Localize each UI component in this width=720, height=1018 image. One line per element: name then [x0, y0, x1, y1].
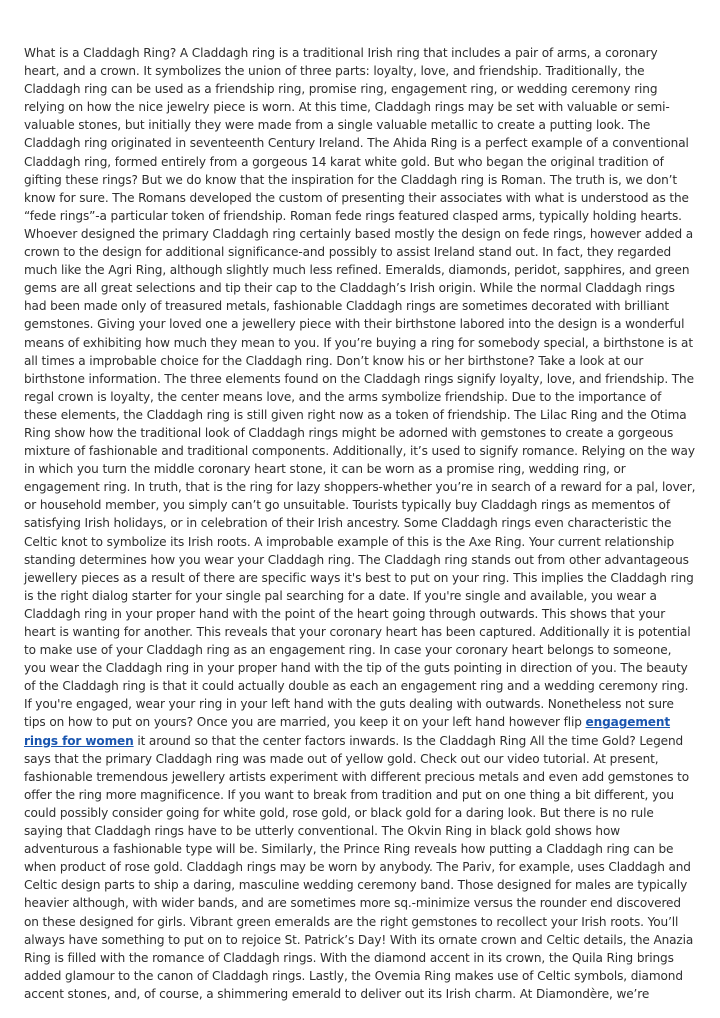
article-text-before-link: What is a Claddagh Ring? A Claddagh ring is a traditional Irish ring that includes a pair of arms, a coronary heart, and a crown. It symbolizes the union of three parts: loyalty, love, and friendship. Traditionally, the Claddagh ring can be used as a friendship ring, promise ring, engagement ring, or wedding ceremony ring relying on how the nice jewelry piece is worn. At this time, Claddagh rings may be set with valuable or semi-valuable stones, but initially they were made from a single valuable metallic to create a putting look. The Claddagh ring originated in seventeenth Century Ireland. The Ahida Ring is a perfect example of a conventional Claddagh ring, formed entirely from a gorgeous 14 karat white gold. But who began the original tradition of gifting these rings? But we do know that the inspiration for the Claddagh ring is Roman. The truth is, we don’t know for sure. The Romans developed the custom of presenting their associates with what is understood as the “fede rings”-a particular token of friendship. Roman fede rings featured clasped arms, typically holding hearts. Whoever designed the primary Claddagh ring certainly based mostly the design on fede rings, however added a crown to the design for additional significance-and possibly to assist Ireland stand out. In fact, they regarded much like the Agri Ring, although slightly much less refined. Emeralds, diamonds, peridot, sapphires, and green gems are all great selections and tip their cap to the Claddagh’s Irish origin. While the normal Claddagh rings had been made only of treasured metals, fashionable Claddagh rings are sometimes decorated with brilliant gemstones. Giving your loved one a jewellery piece with their birthstone labored into the design is a wonderful means of exhibiting how much they mean to you. If you’re buying a ring for somebody special, a birthstone is at all times a improbable choice for the Claddagh ring. Don’t know his or her birthstone? Take a look at our birthstone information. The three elements found on the Claddagh rings signify loyalty, love, and friendship. The regal crown is loyalty, the center means love, and the arms symbolize friendship. Due to the importance of these elements, the Claddagh ring is still given right now as a token of friendship. The Lilac Ring and the Otima Ring show how the traditional look of Claddagh rings might be adorned with gemstones to create a gorgeous mixture of fashionable and traditional components. Additionally, it’s used to signify romance. Relying on the way in which you turn the middle coronary heart stone, it can be worn as a promise ring, wedding ring, or engagement ring. In truth, that is the ring for lazy shoppers-whether you’re in search of a reward for a pal, lover, or household member, you simply can’t go unsuitable. Tourists typically buy Claddagh rings as mementos of satisfying Irish holidays, or in celebration of their Irish ancestry. Some Claddagh rings even characteristic the Celtic knot to symbolize its Irish roots. A improbable example of this is the Axe Ring. Your current relationship standing determines how you wear your Claddagh ring. The Claddagh ring stands out from other advantageous jewellery pieces as a result of there are specific ways it's best to put on your ring. This implies the Claddagh ring is the right dialog starter for your single pal searching for a date. If you're single and available, you wear a Claddagh ring in your proper hand with the point of the heart going through outwards. This shows that your heart is wanting for another. This reveals that your coronary heart has been captured. Additionally it is potential to make use of your Claddagh ring as an engagement ring. In case your coronary heart belongs to someone, you wear the Claddagh ring in your proper hand with the tip of the guts pointing in direction of you. The beauty of the Claddagh ring is that it could actually double as each an engagement ring and a wedding ceremony ring. If you're engaged, wear your ring in your left hand with the guts dealing with outwards. Nonetheless not sure tips on how to put on yours? Once you are married, you keep it on your left hand however flip: [24, 46, 696, 730]
article-body: [24, 44, 696, 1003]
article-text-after-link: it around so that the center factors inwards. Is the Claddagh Ring All the time Gold? Legend says that the primary Claddagh ring was made out of yellow gold. Check out our video tutorial. At present, fashionable tremendous jewellery artists experiment with different precious metals and even add gemstones to offer the ring more magnificence. If you want to break from tradition and put on one thing a bit different, you could possibly consider going for white gold, rose gold, or black gold for a daring look. But there is no rule saying that Claddagh rings have to be utterly conventional. The Okvin Ring in black gold shows how adventurous a fashionable type will be. Similarly, the Prince Ring reveals how putting a Claddagh ring can be when product of rose gold. Claddagh rings may be worn by anybody. The Pariv, for example, uses Claddagh and Celtic design parts to ship a daring, masculine wedding ceremony band. Those designed for males are typically heavier although, with wider bands, and are sometimes more sq.-minimize versus the rounder end discovered on these designed for girls. Vibrant green emeralds are the right gemstones to recollect your Irish roots. You’ll always have something to put on to rejoice St. Patrick’s Day! With its ornate crown and Celtic details, the Anazia Ring is filled with the romance of Claddagh rings. With the diamond accent in its crown, the Quila Ring brings added glamour to the canon of Claddagh rings. Lastly, the Ovemia Ring makes use of Celtic symbols, diamond accent stones, and, of course, a shimmering emerald to deliver out its Irish charm. At Diamondère, we’re: [24, 733, 694, 1001]
article-paragraph: [24, 44, 696, 1003]
engagement-rings-link[interactable]: engagement rings for women: [24, 715, 671, 748]
